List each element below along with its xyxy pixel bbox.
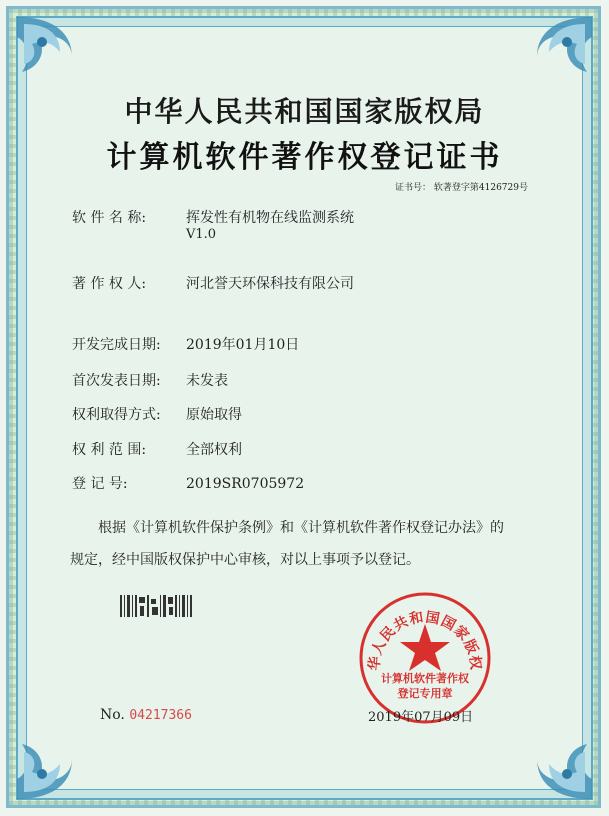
statement-line-2: 规定，经中国版权保护中心审核，对以上事项予以登记。 [70, 552, 420, 568]
scope-row [72, 439, 242, 459]
owner-row [72, 273, 354, 293]
scope-label: 权 利 范 围: [72, 442, 147, 458]
software-name-value: 挥发性有机物在线监测系统 [186, 210, 354, 226]
acquisition-row [72, 404, 242, 424]
corner-ornament-icon [12, 12, 102, 102]
issuer-title: 中华人民共和国国家版权局 [124, 95, 485, 128]
seal-ring-text: 华人民共和国国家版权 [366, 609, 484, 672]
corner-ornament-icon [507, 714, 597, 804]
seal-center-line-2: 登记专用章 [397, 687, 453, 700]
reg-number-label: 登 记 号: [72, 476, 128, 492]
issue-date: 2019年07月09日 [368, 710, 474, 725]
completion-date-label: 开发完成日期: [72, 337, 161, 353]
software-name-row [72, 207, 354, 227]
software-name-label: 软 件 名 称: [72, 210, 147, 226]
owner-value: 河北誉天环保科技有限公司 [186, 276, 354, 292]
scope-value: 全部权利 [186, 442, 242, 458]
first-publish-label: 首次发表日期: [72, 373, 161, 389]
software-version: V1.0 [186, 227, 217, 242]
serial-number-label: No. [100, 707, 125, 723]
barcode-icon [118, 593, 194, 619]
completion-date-value: 2019年01月10日 [186, 337, 300, 353]
reg-number-row [72, 473, 304, 493]
serial-number [100, 707, 192, 723]
corner-ornament-icon [507, 12, 597, 102]
first-publish-value: 未发表 [186, 373, 228, 389]
reg-number-value: 2019SR0705972 [186, 476, 305, 492]
seal-center-line-1: 计算机软件著作权 [381, 672, 469, 685]
certificate-title: 计算机软件著作权登记证书 [106, 140, 503, 175]
certificate-number [395, 180, 528, 193]
serial-number-value: 04217366 [129, 708, 192, 723]
corner-ornament-icon [12, 714, 102, 804]
certificate-number-label: 证书号： [395, 183, 432, 193]
certificate-number-value: 软著登字第4126729号 [433, 183, 528, 193]
acquisition-value: 原始取得 [186, 407, 242, 423]
first-publish-row [72, 370, 228, 390]
completion-date-row [72, 334, 299, 354]
acquisition-label: 权利取得方式: [72, 407, 161, 423]
owner-label: 著 作 权 人: [72, 276, 147, 292]
statement-line-1: 根据《计算机软件保护条例》和《计算机软件著作权登记办法》的 [98, 520, 504, 536]
